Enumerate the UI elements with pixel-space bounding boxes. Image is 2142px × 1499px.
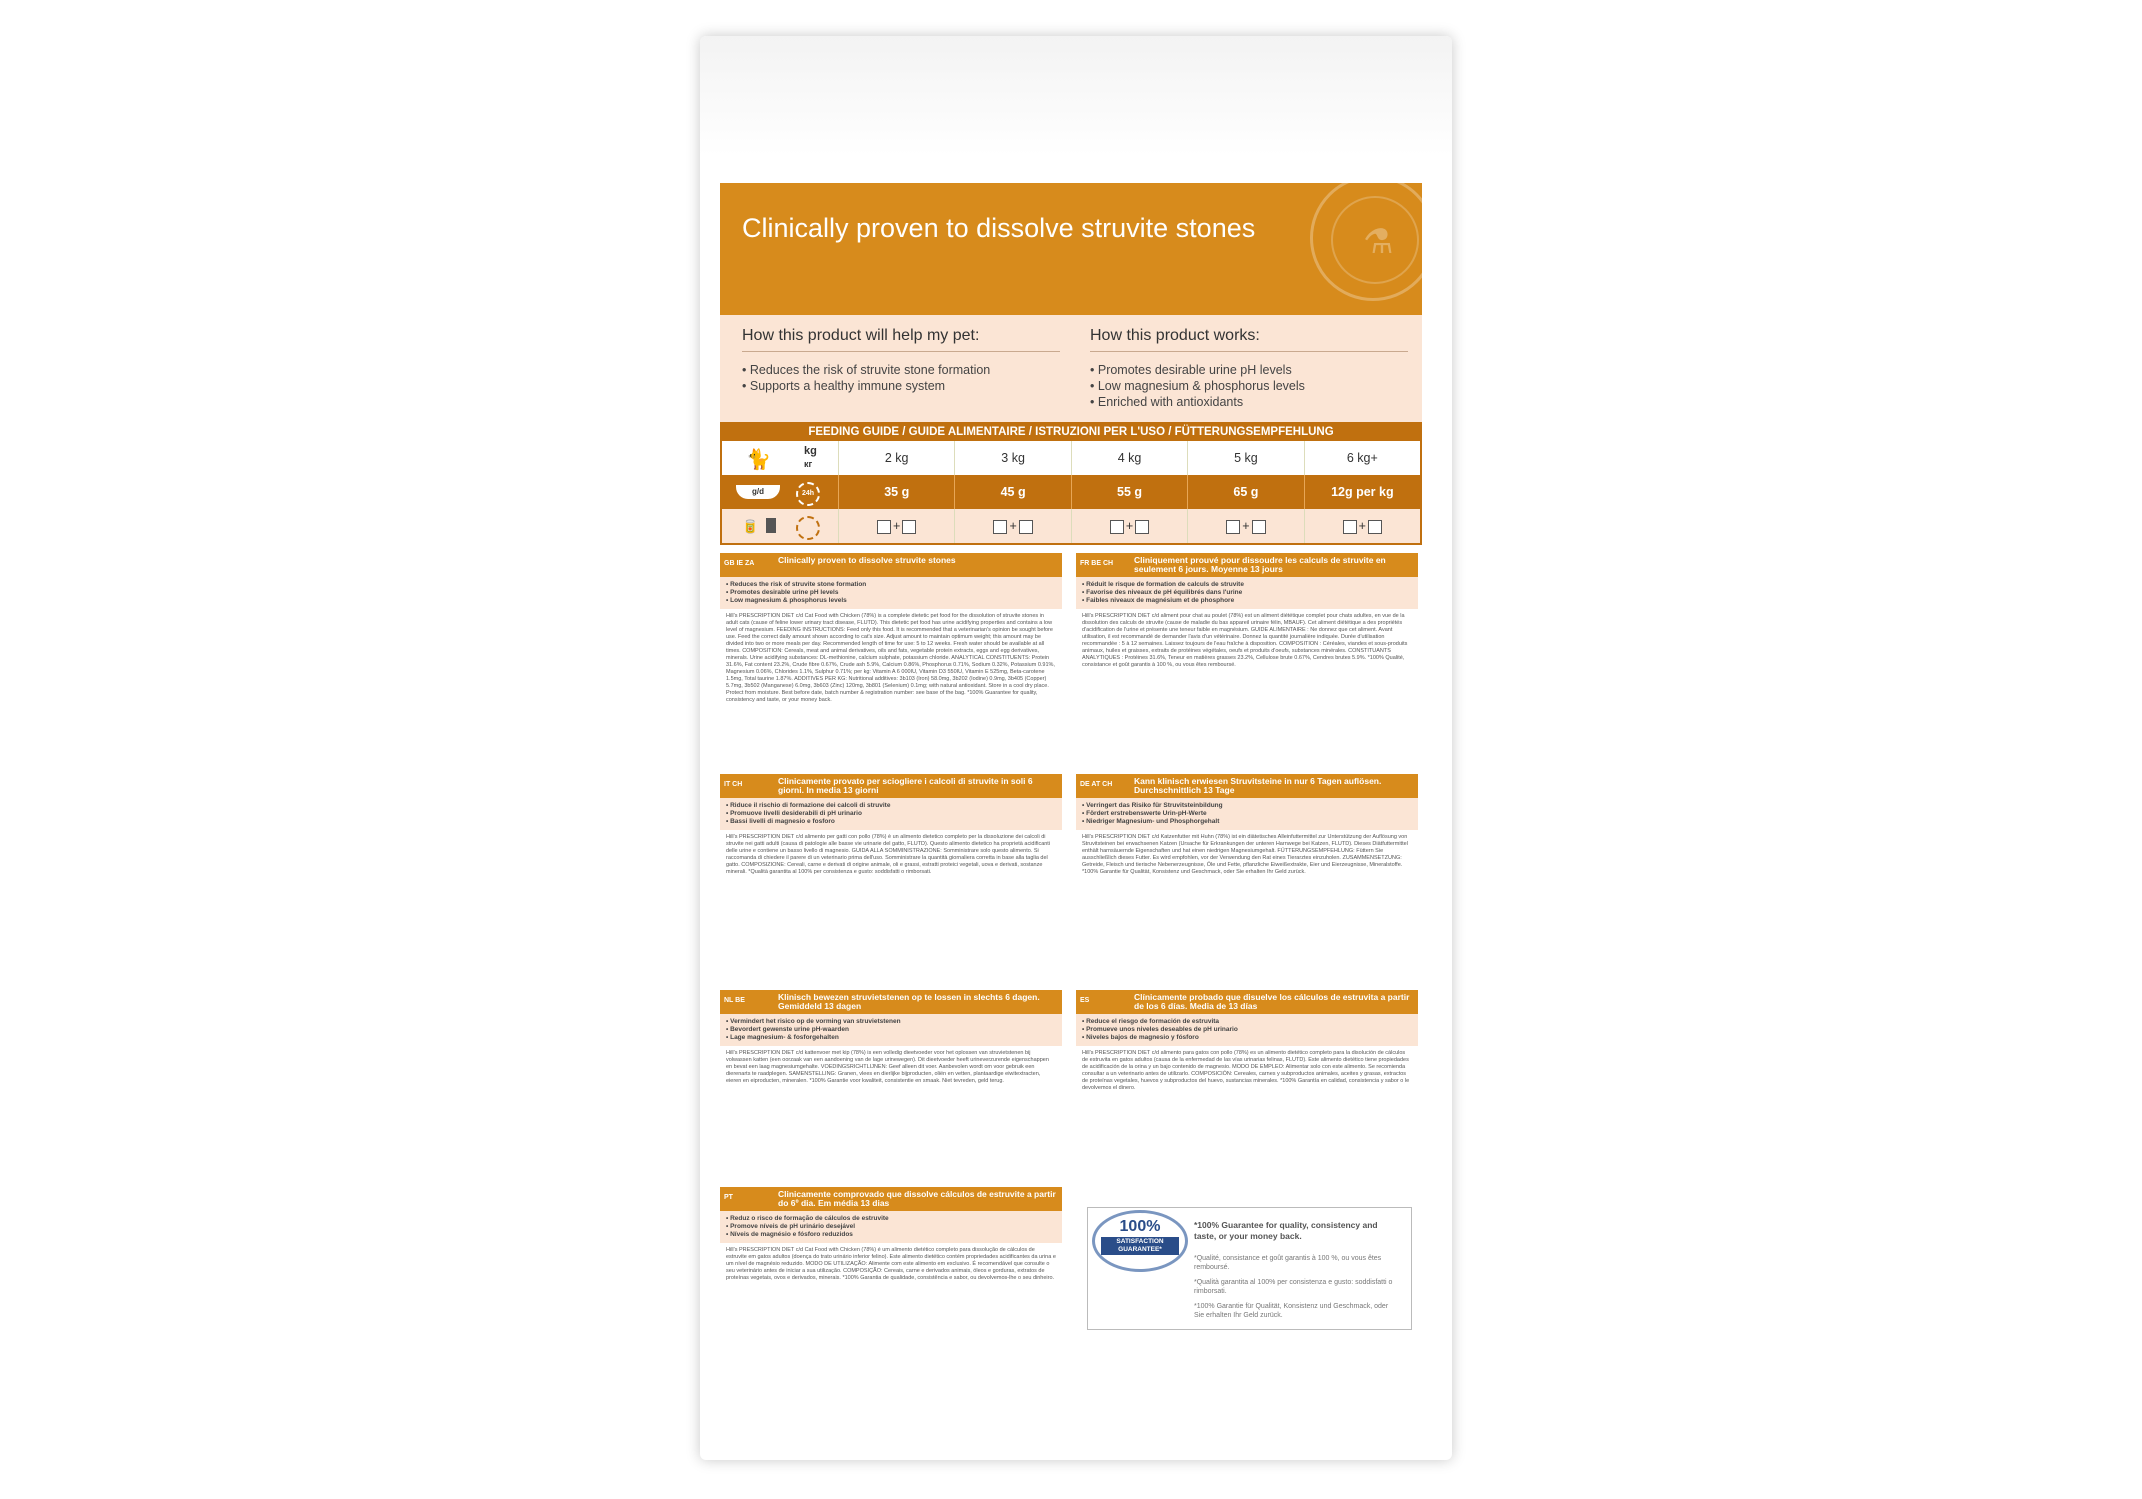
bullet: • Verringert das Risiko für Struvitsteinbildung [1082,802,1412,810]
feeding-guide-title: FEEDING GUIDE / GUIDE ALIMENTAIRE / ISTRUZIONI PER L'USO / FÜTTERUNGSEMPFEHLUNG [722,424,1420,441]
bullet: • Níveis de magnésio e fósforo reduzidos [726,1231,1056,1239]
can-icon [993,520,1007,534]
bullet: • Niedriger Magnesium- und Phosphorgehalt [1082,818,1412,826]
section-text: Hill's PRESCRIPTION DIET c/d aliment pour chat au poulet (78%) est un aliment diététique complet pour chats adultes, en vue de la dissolution des calculs de struvite (cause de maladie du bas appareil urinaire félin, MBAUF). Cet aliment diététique a des propriétés d'acidification de l'urine et présente une teneur faible en magnésium. GUIDE ALIMENTAIRE : Ne donnez que cet aliment. Avant utilisation, il est recommandé de demander l'avis d'un vétérinaire. Donnez la quantité journalière indiquée. Durée d'utilisation recommandée : 5 à 12 semaines. Laissez toujours de l'eau fraîche à disposition. COMPOSITION : Céréales, viandes et sous-produits animaux, huiles et graisses, extraits de protéines végétales, oeufs et produits d'oeufs, substances minérales. CONSTITUANTS ANALYTIQUES : Protéines 31.6%, Teneur en matières grasses 23.2%, Cellulose brute 0.67%, Cendres brutes 5.9%. *100% Qualité, consistance et goût garantis à 100 %, ou vous êtes remboursé. [1082,613,1408,668]
country-codes: NL BE [724,997,745,1004]
bullet: • Bassi livelli di magnesio e fosforo [726,818,1056,826]
benefits-pet-title: How this product will help my pet: [742,327,1060,352]
flask-stethoscope-icon: ⚗ [1310,183,1422,301]
benefits-box [720,315,1422,422]
mixed-feeding-cell: + [954,509,1070,543]
bag-icon [1252,520,1266,534]
bag-top-seal [700,36,1452,156]
section-text: Hill's PRESCRIPTION DIET c/d Cat Food with Chicken (78%) is a complete dietetic pet food for the dissolution of struvite stones in adult cats (cause of feline lower urinary tract disease, FLUTD). This dietetic pet food has urine acidifying properties and contains a low level of magnesium. FEEDING INSTRUCTIONS: Feed only this food. It is recommended that a veterinarian's opinion be sought before use. Feed the correct daily amount shown according to cat's size. Adjust amount to maintain optimum weight; this amount may be divided into two or more meals per day. Recommended length of time for use: 5 to 12 weeks. Fresh water should be available at all times. COMPOSITION: Cereals, meat and animal derivatives, oils and fats, vegetable protein extracts, eggs and egg derivatives, minerals. Urine acidifying substances: DL-methionine, calcium sulphate, potassium chloride. ANALYTICAL CONSTITUENTS: Protein 31.6%, Fat content 23.2%, Crude fibre 0.67%, Crude ash 5.9%, Calcium 0.86%, Phosphorus 0.71%, Sodium 0.32%, Potassium 0.91%, Magnesium 0.06%, Chlorides 1.1%, Sulphur 0.71%; per kg: Vitamin A 6 000IU, Vitamin D3 550IU, Vitamin E 525mg, Beta-carotene 1.5mg, Total taurine 1.87%. ADDITIVES PER KG: Nutritional additives: 3b103 (Iron) 58.0mg, 3b202 (Iodine) 0.9mg, 3b405 (Copper) 5.7mg, 3b502 (Manganese) 6.0mg, 3b603 (Zinc) 120mg, 3b801 (Selenium) 0.1mg; with natural antioxidant. Store in a cool dry place. Protect from moisture. Best before date, batch number & registration number: see base of the bag. *100% Guarantee for quality, consistency and taste, or your money back. [726,613,1055,703]
can-icon [1110,520,1124,534]
section-gb [720,553,1062,761]
bag-icon [766,518,776,533]
bullet: • Low magnesium & phosphorus levels [726,597,1056,605]
bullet: • Promueve unos niveles deseables de pH urinario [1082,1026,1412,1034]
weight-row [722,441,1420,475]
country-codes: GB IE ZA [724,560,755,567]
bowl-icon: g/d [736,485,780,499]
benefits-works [1090,327,1408,410]
bullet: • Lage magnesium- & fosforgehalten [726,1034,1056,1042]
section-title: Klinisch bewezen struvietstenen op te lossen in slechts 6 dagen. Gemiddeld 13 dagen [778,992,1040,1011]
can-icon [1226,520,1240,534]
section-text: Hill's PRESCRIPTION DIET c/d Cat Food with Chicken (78%) é um alimento dietético completo para dissolução de cálculos de estruvite em gatos adultos (doença do trato urinário inferior felino). Este alimento dietético contém propriedades acidificantes da urina e um nível de magnésio reduzido. MODO DE UTILIZAÇÃO: Alimente com este alimento em exclusivo. É recomendável que consulte o seu veterinário antes de iniciar a sua utilização. COMPOSIÇÃO: Cereais, carne e derivados animais, óleos e gorduras, extratos de proteínas vegetais, ovos e derivados, minerais. *100% Garantia de qualidade, consistência e sabor, ou devolvemos-lhe o seu dinheiro. [726,1247,1056,1281]
bullet: • Reduce el riesgo de formación de estruvita [1082,1018,1412,1026]
bullet: • Reduces the risk of struvite stone formation [726,581,1056,589]
bullet: • Vermindert het risico op de vorming van struvietstenen [726,1018,1056,1026]
section-de [1076,774,1418,984]
benefit-item: • Low magnesium & phosphorus levels [1090,378,1408,394]
section-text: Hill's PRESCRIPTION DIET c/d alimento per gatti con pollo (78%) è un alimento dietetico completo per la dissoluzione dei calcoli di struvite nei gatti adulti (causa di patologie alle basse vie urinarie del gatto, FLUTD). Questo alimento dietetico ha proprietà acidificanti delle urine e contiene un basso livello di magnesio. GUIDA ALLA SOMMINISTRAZIONE: Somministrare solo questo alimento. Si raccomanda di chiedere il parere di un veterinario prima dell'uso. Somministrare la quantità giornaliera corretta in base alla taglia del gatto. COMPOSIZIONE: Cereali, carne e derivati di origine animale, oli e grassi, estratti proteici vegetali, uova e derivati, sostanze minerali. *Qualità garantita al 100% per consistenza e gusto: soddisfatti o rimborsati. [726,834,1051,875]
bullet: • Bevordert gewenste urine pH-waarden [726,1026,1056,1034]
bullet: • Reduz o risco de formação de cálculos de estruvite [726,1215,1056,1223]
dry-amount-cell: 35 g [838,475,954,509]
weight-cell: 2 kg [838,441,954,475]
hero-banner [720,183,1422,315]
section-title: Clínicamente probado que disuelve los cálculos de estruvita a partir de los 6 días. Media de 13 días [1134,992,1410,1011]
clock-icon [796,516,820,540]
section-title: Clinicamente comprovado que dissolve cálculos de estruvite a partir do 6º dia. Em média 13 dias [778,1189,1056,1208]
country-codes: FR BE CH [1080,560,1114,567]
weight-unit-alt: кг [804,459,813,469]
bullet: • Réduit le risque de formation de calculs de struvite [1082,581,1412,589]
dry-amount-cell: 45 g [954,475,1070,509]
bullet: • Promotes desirable urine pH levels [726,589,1056,597]
bullet: • Niveles bajos de magnesio y fósforo [1082,1034,1412,1042]
bullet: • Favorise des niveaux de pH équilibrés dans l'urine [1082,589,1412,597]
section-es [1076,990,1418,1186]
can-icon: 🥫 [742,519,759,534]
weight-cell: 3 kg [954,441,1070,475]
dry-amount-cell: 55 g [1071,475,1187,509]
cat-icon: 🐈 [746,449,771,471]
mixed-feeding-row [722,509,1420,543]
bullet: • Promove níveis de pH urinário desejável [726,1223,1056,1231]
weight-cell: 6 kg+ [1304,441,1420,475]
guarantee-it: *Qualità garantita al 100% per consistenza e gusto: soddisfatti o rimborsati. [1194,1279,1393,1295]
section-title: Cliniquement prouvé pour dissoudre les calculs de struvite en seulement 6 jours. Moyenne 13 jours [1134,555,1386,574]
dry-amount-cell: 12g per kg [1304,475,1420,509]
country-codes: PT [724,1194,733,1201]
bag-icon [1135,520,1149,534]
country-codes: IT CH [724,781,743,788]
section-title: Clinically proven to dissolve struvite stones [778,555,956,565]
benefits-pet [742,327,1060,394]
bag-icon [902,520,916,534]
section-title: Clinicamente provato per sciogliere i calcoli di struvite in soli 6 giorni. In media 13 giorni [778,776,1033,795]
satisfaction-badge [1092,1210,1188,1272]
bag-icon [1019,520,1033,534]
mixed-feeding-cell: + [1071,509,1187,543]
benefit-item: • Promotes desirable urine pH levels [1090,362,1408,378]
section-pt [720,1187,1062,1372]
guarantee-en: *100% Guarantee for quality, consistency and taste, or your money back. [1194,1220,1378,1241]
bullet: • Fördert erstrebenswerte Urin-pH-Werte [1082,810,1412,818]
section-nl [720,990,1062,1186]
bag-icon [1368,520,1382,534]
section-text: Hill's PRESCRIPTION DIET c/d kattenvoer met kip (78%) is een volledig dieetvoeder voor het oplossen van struvietstenen bij volwassen katten (een oorzaak van een aandoening van de lage urinewegen). Dit dieetvoeder heeft urineverzurende eigenschappen en bevat een laag magnesiumgehalte. VOEDINGSRICHTLIJNEN: Geef alleen dit voer. Aanbevolen wordt om voor gebruik een dierenarts te raadplegen. SAMENSTELLING: Granen, vlees en dierlijke bijproducten, oliën en vetten, plantaardige eiwitextracten, eieren en eiproducten, mineralen. *100% Garantie voor kwaliteit, consistentie en smaak. Niet tevreden, geld terug. [726,1050,1049,1084]
section-it [720,774,1062,984]
mixed-feeding-cell: + [1304,509,1420,543]
dry-amount-row [722,475,1420,509]
can-icon [1343,520,1357,534]
country-codes: ES [1080,997,1090,1004]
benefit-item: • Reduces the risk of struvite stone formation [742,362,1060,378]
guarantee-fr: *Qualité, consistance et goût garantis à 100 %, ou vous êtes remboursé. [1194,1255,1382,1271]
section-text: Hill's PRESCRIPTION DIET c/d Katzenfutter mit Huhn (78%) ist ein diätetisches Alleinfuttermittel zur Unterstützung der Auflösung von Struvitsteinen bei erwachsenen Katzen (Ursache für Erkrankungen der unteren Harnwege bei Katzen, FLUTD). Dieses Diätfuttermittel enthält harnsäuernde Eigenschaften und hat einen niedrigen Magnesiumgehalt. FÜTTERUNGSEMPFEHLUNG: Füttern Sie ausschließlich dieses Futter. Es wird empfohlen, vor der Verwendung den Rat eines Tierarztes einzuholen. ZUSAMMENSETZUNG: Getreide, Fleisch und tierische Nebenerzeugnisse, Öle und Fette, pflanzliche Eiweißextrakte, Eier und Eierzeugnisse, Mineralstoffe. *100% Garantie für Qualität, Konsistenz und Geschmack, oder Sie erhalten Ihr Geld zurück. [1082,834,1408,875]
weight-unit: kg [804,445,817,457]
guarantee-box [1087,1207,1412,1330]
hero-title: Clinically proven to dissolve struvite stones [742,213,1256,243]
feeding-guide-table [720,422,1422,545]
mixed-feeding-cell: + [1187,509,1303,543]
can-icon [877,520,891,534]
label-panel [720,183,1422,545]
dry-amount-cell: 65 g [1187,475,1303,509]
benefits-works-title: How this product works: [1090,327,1408,352]
bullet: • Faibles niveaux de magnésium et de phosphore [1082,597,1412,605]
benefit-item: • Supports a healthy immune system [742,378,1060,394]
weight-cell: 5 kg [1187,441,1303,475]
weight-cell: 4 kg [1071,441,1187,475]
benefit-item: • Enriched with antioxidants [1090,394,1408,410]
country-codes: DE AT CH [1080,781,1113,788]
mixed-feeding-cell: + [838,509,954,543]
section-title: Kann klinisch erwiesen Struvitsteine in nur 6 Tagen auflösen. Durchschnittlich 13 Tage [1134,776,1382,795]
bullet: • Promuove livelli desiderabili di pH urinario [726,810,1056,818]
guarantee-de: *100% Garantie für Qualität, Konsistenz und Geschmack, oder Sie erhalten Ihr Geld zurück. [1194,1303,1389,1319]
section-text: Hill's PRESCRIPTION DIET c/d alimento para gatos con pollo (78%) es un alimento dietético completo para la disolución de cálculos de estruvita en gatos adultos (causa de la enfermedad de las vías urinarias felinas, FLUTD). Este alimento dietético tiene propiedades de acidificación de la orina y un bajo contenido de magnesio. MODO DE EMPLEO: Alimentar solo con este alimento. Se recomienda consultar a un veterinario antes de utilizarlo. COMPOSICIÓN: Cereales, carnes y subproductos animales, aceites y grasas, extractos de proteínas vegetales, huevos y subproductos del huevo, sustancias minerales. *100% Garantía en calidad, consistencia y sabor o le devolvemos el dinero. [1082,1050,1410,1091]
clock-icon: 24h [796,482,820,506]
badge-label: SATISFACTION GUARANTEE* [1101,1237,1179,1255]
badge-percent: 100% [1119,1218,1161,1235]
section-fr [1076,553,1418,761]
bullet: • Riduce il rischio di formazione dei calcoli di struvite [726,802,1056,810]
